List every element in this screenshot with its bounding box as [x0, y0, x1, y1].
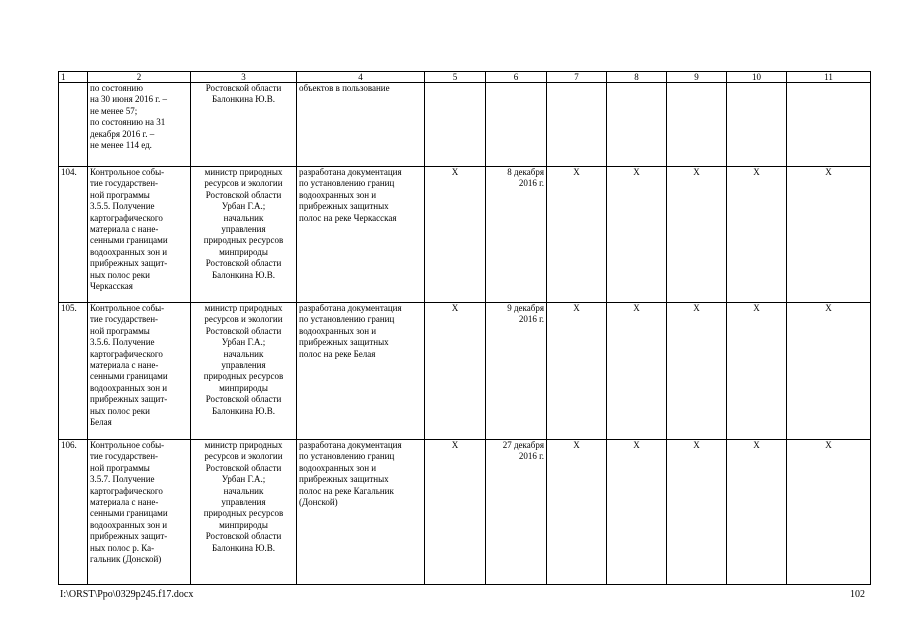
cell-col8: Х	[607, 440, 667, 585]
cell-empty	[547, 83, 607, 167]
cell-result: разработана документация по установлению границ водоохранных зон и прибрежных защитных полос на реке Кагальник (Донской)	[297, 440, 425, 585]
cell-col11: Х	[787, 303, 871, 440]
cell-event: Контрольное собы- тие государствен- ной программы 3.5.5. Получение картографического материала с нане- сенными границами водоохранных зон и прибрежных защит- ных полос реки Черкасская	[88, 167, 191, 303]
cell-date: 27 декабря 2016 г.	[486, 440, 547, 585]
column-header: 8	[607, 72, 667, 83]
cell-date: 8 декабря 2016 г.	[486, 167, 547, 303]
table-row	[59, 167, 871, 303]
cell-col7: Х	[547, 303, 607, 440]
cell-col7: Х	[547, 440, 607, 585]
cell-responsible: министр природных ресурсов и экологии Ростовской области Урбан Г.А.; начальник управления природных ресурсов минприроды Ростовской области Балонкина Ю.В.	[191, 167, 297, 303]
cell-event: по состоянию на 30 июня 2016 г. – не менее 57; по состоянию на 31 декабря 2016 г. – не менее 114 ед.	[88, 83, 191, 167]
cell-responsible: министр природных ресурсов и экологии Ростовской области Урбан Г.А.; начальник управления природных ресурсов минприроды Ростовской области Балонкина Ю.В.	[191, 303, 297, 440]
cell-result: разработана документация по установлению границ водоохранных зон и прибрежных защитных полос на реке Черкасская	[297, 167, 425, 303]
cell-event: Контрольное собы- тие государствен- ной программы 3.5.7. Получение картографического материала с нане- сенными границами водоохранных зон и прибрежных защит- ных полос р. Ка- гальник (Донской)	[88, 440, 191, 585]
cell-empty	[486, 83, 547, 167]
cell-col11: Х	[787, 167, 871, 303]
column-header: 3	[191, 72, 297, 83]
cell-responsible: министр природных ресурсов и экологии Ростовской области Урбан Г.А.; начальник управления природных ресурсов минприроды Ростовской области Балонкина Ю.В.	[191, 440, 297, 585]
cell-empty	[667, 83, 727, 167]
column-header: 2	[88, 72, 191, 83]
cell-col10: Х	[727, 303, 787, 440]
cell-num	[59, 83, 88, 167]
cell-col8: Х	[607, 303, 667, 440]
cell-col7: Х	[547, 167, 607, 303]
cell-result: разработана документация по установлению границ водоохранных зон и прибрежных защитных полос на реке Белая	[297, 303, 425, 440]
cell-empty	[425, 83, 486, 167]
cell-col5: Х	[425, 303, 486, 440]
cell-col10: Х	[727, 167, 787, 303]
cell-empty	[787, 83, 871, 167]
column-header: 9	[667, 72, 727, 83]
cell-num: 105.	[59, 303, 88, 440]
cell-empty	[727, 83, 787, 167]
page-number: 102	[850, 589, 865, 600]
table-row	[59, 440, 871, 585]
cell-num: 106.	[59, 440, 88, 585]
column-header: 1	[59, 72, 88, 83]
cell-col5: Х	[425, 167, 486, 303]
cell-num: 104.	[59, 167, 88, 303]
plan-table	[58, 71, 871, 585]
cell-date: 9 декабря 2016 г.	[486, 303, 547, 440]
cell-col9: Х	[667, 167, 727, 303]
cell-col9: Х	[667, 440, 727, 585]
cell-result: объектов в пользование	[297, 83, 425, 167]
cell-event: Контрольное собы- тие государствен- ной программы 3.5.6. Получение картографического материала с нане- сенными границами водоохранных зон и прибрежных защит- ных полос реки Белая	[88, 303, 191, 440]
cell-responsible: Ростовской области Балонкина Ю.В.	[191, 83, 297, 167]
column-header: 11	[787, 72, 871, 83]
column-header: 5	[425, 72, 486, 83]
cell-col9: Х	[667, 303, 727, 440]
cell-empty	[607, 83, 667, 167]
cell-col11: Х	[787, 440, 871, 585]
table-row	[59, 303, 871, 440]
cell-col10: Х	[727, 440, 787, 585]
cell-col8: Х	[607, 167, 667, 303]
column-header: 7	[547, 72, 607, 83]
column-header: 4	[297, 72, 425, 83]
table-row-continuation	[59, 83, 871, 167]
column-header: 6	[486, 72, 547, 83]
cell-col5: Х	[425, 440, 486, 585]
file-path: I:\ORST\Ppo\0329p245.f17.docx	[60, 589, 194, 600]
header-row	[59, 72, 871, 83]
column-header: 10	[727, 72, 787, 83]
